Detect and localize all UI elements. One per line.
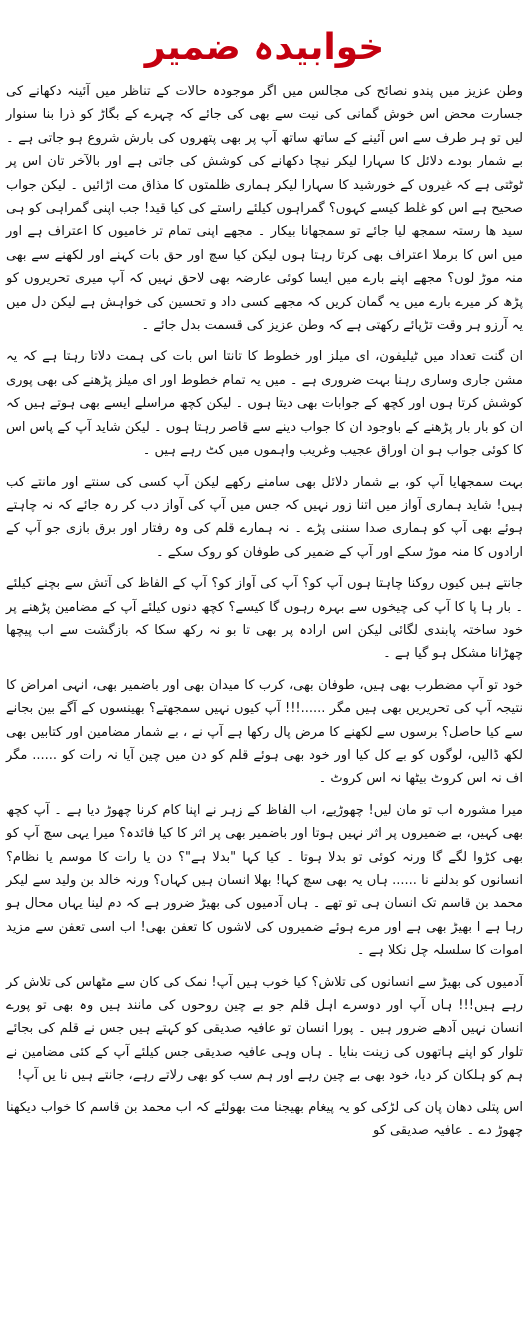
article-paragraph: آدمیوں کی بھیڑ سے انسانوں کی تلاش؟ کیا خوب ہیں آپ! نمک کی کان سے مٹھاس کی تلاش کر رہے ہیں!!! ہاں آپ اور دوسرے اہل قلم جو بے چین روحوں کی مانند ہیں وہ بھی تو پورے انسان نہیں آدھے ضرور ہیں ۔ پورا انسان تو عافیہ صدیقی کو کہتے ہیں جس نے قلم کی بجائے تلوار کو اپنے ہاتھوں کی زینت بنایا ۔ ہاں وہی عافیہ صدیقی جس کیلئے آپ کے کئی مضامین نے ہم کو ہلکان کر دیا، خود بھی بے چین رہے اور ہم سب کو بھی رلاتے رہے، جانتے ہیں نا یں آپ! — [6, 974, 523, 1084]
article-paragraph: ان گنت تعداد میں ٹیلیفون، ای میلز اور خطوط کا تانتا اس بات کی ہمت دلاتا رہتا ہے کہ یہ مشن جاری وساری رہنا بہت ضروری ہے ۔ میں یہ تمام خطوط اور ای میلز پڑھنے کی بھی پوری کوشش کرتا ہوں اور کچھ کے جوابات بھی دیتا ہوں ۔ لیکن کچھ مراسلے ایسے بھی ہوتے ہیں کہ ان کو بار بار پڑھنے کے باوجود ان کا جواب دینے سے قاصر رہتا ہوں ۔ لیکن شاید آپ کے پاس اس کا کوئی جواب ہو ان اوراق عجیب وغریب واہموں میں کٹ رہے ہیں ۔ — [6, 349, 523, 459]
article-title: خوابیدہ ضمیر — [144, 27, 385, 68]
article-paragraph: خود تو آپ مضطرب بھی ہیں، طوفان بھی، کرب کا میدان بھی اور باضمیر بھی، انہی امراض کا نتیجہ آپ کی تحریریں بھی ہیں مگر ......!!! آپ کیوں نہیں سمجھتے؟ بھینسوں کے آگے بین بجانے سے کیا حاصل؟ برسوں سے لکھنے کا مرض پال رکھا ہے آپ نے ، بے شمار مضامین اور کتابیں بھی لکھ ڈالیں، لوگوں کو بے کل کیا اور خود بھی ہوئے قلم کو دن میں چین آیا نہ رات کو ...... مگر اف نہ اس کروٹ بیٹھا نہ اس کروٹ ۔ — [6, 677, 523, 787]
article-paragraph: وطن عزیز میں پندو نصائح کی مجالس میں اگر موجودہ حالات کے تناظر میں آئینہ دکھانے کی جسارت محض اس خوش گمانی کی نیت سے بھی کی جائے کہ چہرے کے بگاڑ کو ذرا بنا سنوار لیں تو ہر طرف سے اس آئینے کے ساتھ ساتھ آپ پر بھی پتھروں کی بارش شروع ہو جاتی ہے ۔ بے شمار بودے دلائل کا سہارا لیکر نیچا دکھانے کی کوشش کی جاتی ہے اور بالآخر تان اس پر ٹوٹتی ہے کہ غیروں کے خورشید کا سہارا لیکر ہماری ظلمتوں کا مذاق مت اڑائیں ۔ لیکن جواب صحیح ہے اس کو غلط کیسے کہوں؟ گمراہوں کیلئے راستے کی کیا قید! جب اپنی گمراہی کو ہی سید ھا رستہ سمجھ لیا جائے تو سمجھانا بیکار ۔ مجھے اپنی تمام تر خامیوں کا اعتراف ہے اور میں اس کا برملا اعتراف بھی کرتا رہتا ہوں لیکن کیا سچ اور حق بات کہنے اور لکھنے سے بھی منہ موڑ لوں؟ مجھے اپنے بارے میں ایسا کوئی عارضہ بھی لاحق نہیں کہ آپ میری تحریروں کو پڑھ کر میرے بارے میں یہ گمان کریں کہ مجھے کسی داد و تحسین کی خواہش ہے لیکن دل میں یہ آرزو ہر وقت تڑپائے رکھتی ہے کہ وطن عزیز کی قسمت بدل جائے ۔ — [6, 84, 523, 334]
article-paragraph: اس پتلی دھان پان کی لڑکی کو یہ پیغام بھیجنا مت بھولئے کہ اب محمد بن قاسم کا خواب دیکھنا چھوڑ دے ۔ عافیہ صدیقی کو — [6, 1099, 523, 1139]
article-body — [6, 80, 523, 1142]
article-paragraph: میرا مشورہ اب تو مان لیں! چھوڑیے، اب الفاظ کے زہر نے اپنا کام کرنا چھوڑ دیا ہے ۔ آپ کچھ بھی کہیں، بے ضمیروں پر اثر نہیں ہوتا اور باضمیر بھی پر اثر کا کیا فائدہ؟ میرا یہی سچ آپ کو بھی کڑوا لگے گا ورنہ کوئی تو بدلا ہوتا ۔ کیا کہا "بدلا ہے"؟ دن یا رات کا موسم یا نظام؟ انسانوں کو بدلنے نا ...... ہاں یہ بھی سچ کہا! بھلا انسان ہیں کہاں؟ ورنہ خالد بن ولید سے لیکر محمد بن قاسم تک انسان ہی تو تھے ۔ ہاں آدمیوں کی بھیڑ ضرور ہے کہ دم لینا یہاں محال ہو رہا ہے ا بھیڑ بھی ہے اور مرے ہوئے ضمیروں کی لاشوں کا تعفن بھی! اب اسی تعفن سے مزید اموات کا سلسلہ چل نکلا ہے ۔ — [6, 802, 523, 959]
article-paragraph: جانتے ہیں کیوں روکنا چاہتا ہوں آپ کو؟ آپ کی آواز کو؟ آپ کے الفاظ کی آتش سے بچنے کیلئے ۔ بار ہا پا کا آپ کی چیخوں سے بہرہ رہوں گا کیسے؟ کچھ دنوں کیلئے آپ کے مضامین پڑھنے پر خود ساختہ پابندی لگائی لیکن اس ارادہ پر بھی تا بو نہ رکھ سکا کہ بازگشت سے اب پیچھا چھڑانا مشکل ہو گیا ہے ۔ — [6, 576, 523, 662]
article-paragraph: بہت سمجھایا آپ کو، بے شمار دلائل بھی سامنے رکھے لیکن آپ کسی کی سنتے اور مانتے کب ہیں! شاید ہماری آواز میں اتنا زور نہیں کہ جس میں آپ کی آواز دب کر رہ جائے کہ نہ چاہتے ہوئے بھی آپ کو ہماری صدا سننی پڑے ۔ نہ ہمارے قلم کی وہ رفتار اور برق بازی جو آپ کے ارادوں کا منہ موڑ سکے اور آپ کے ضمیر کی طوفان کو روک سکے ۔ — [6, 474, 523, 560]
